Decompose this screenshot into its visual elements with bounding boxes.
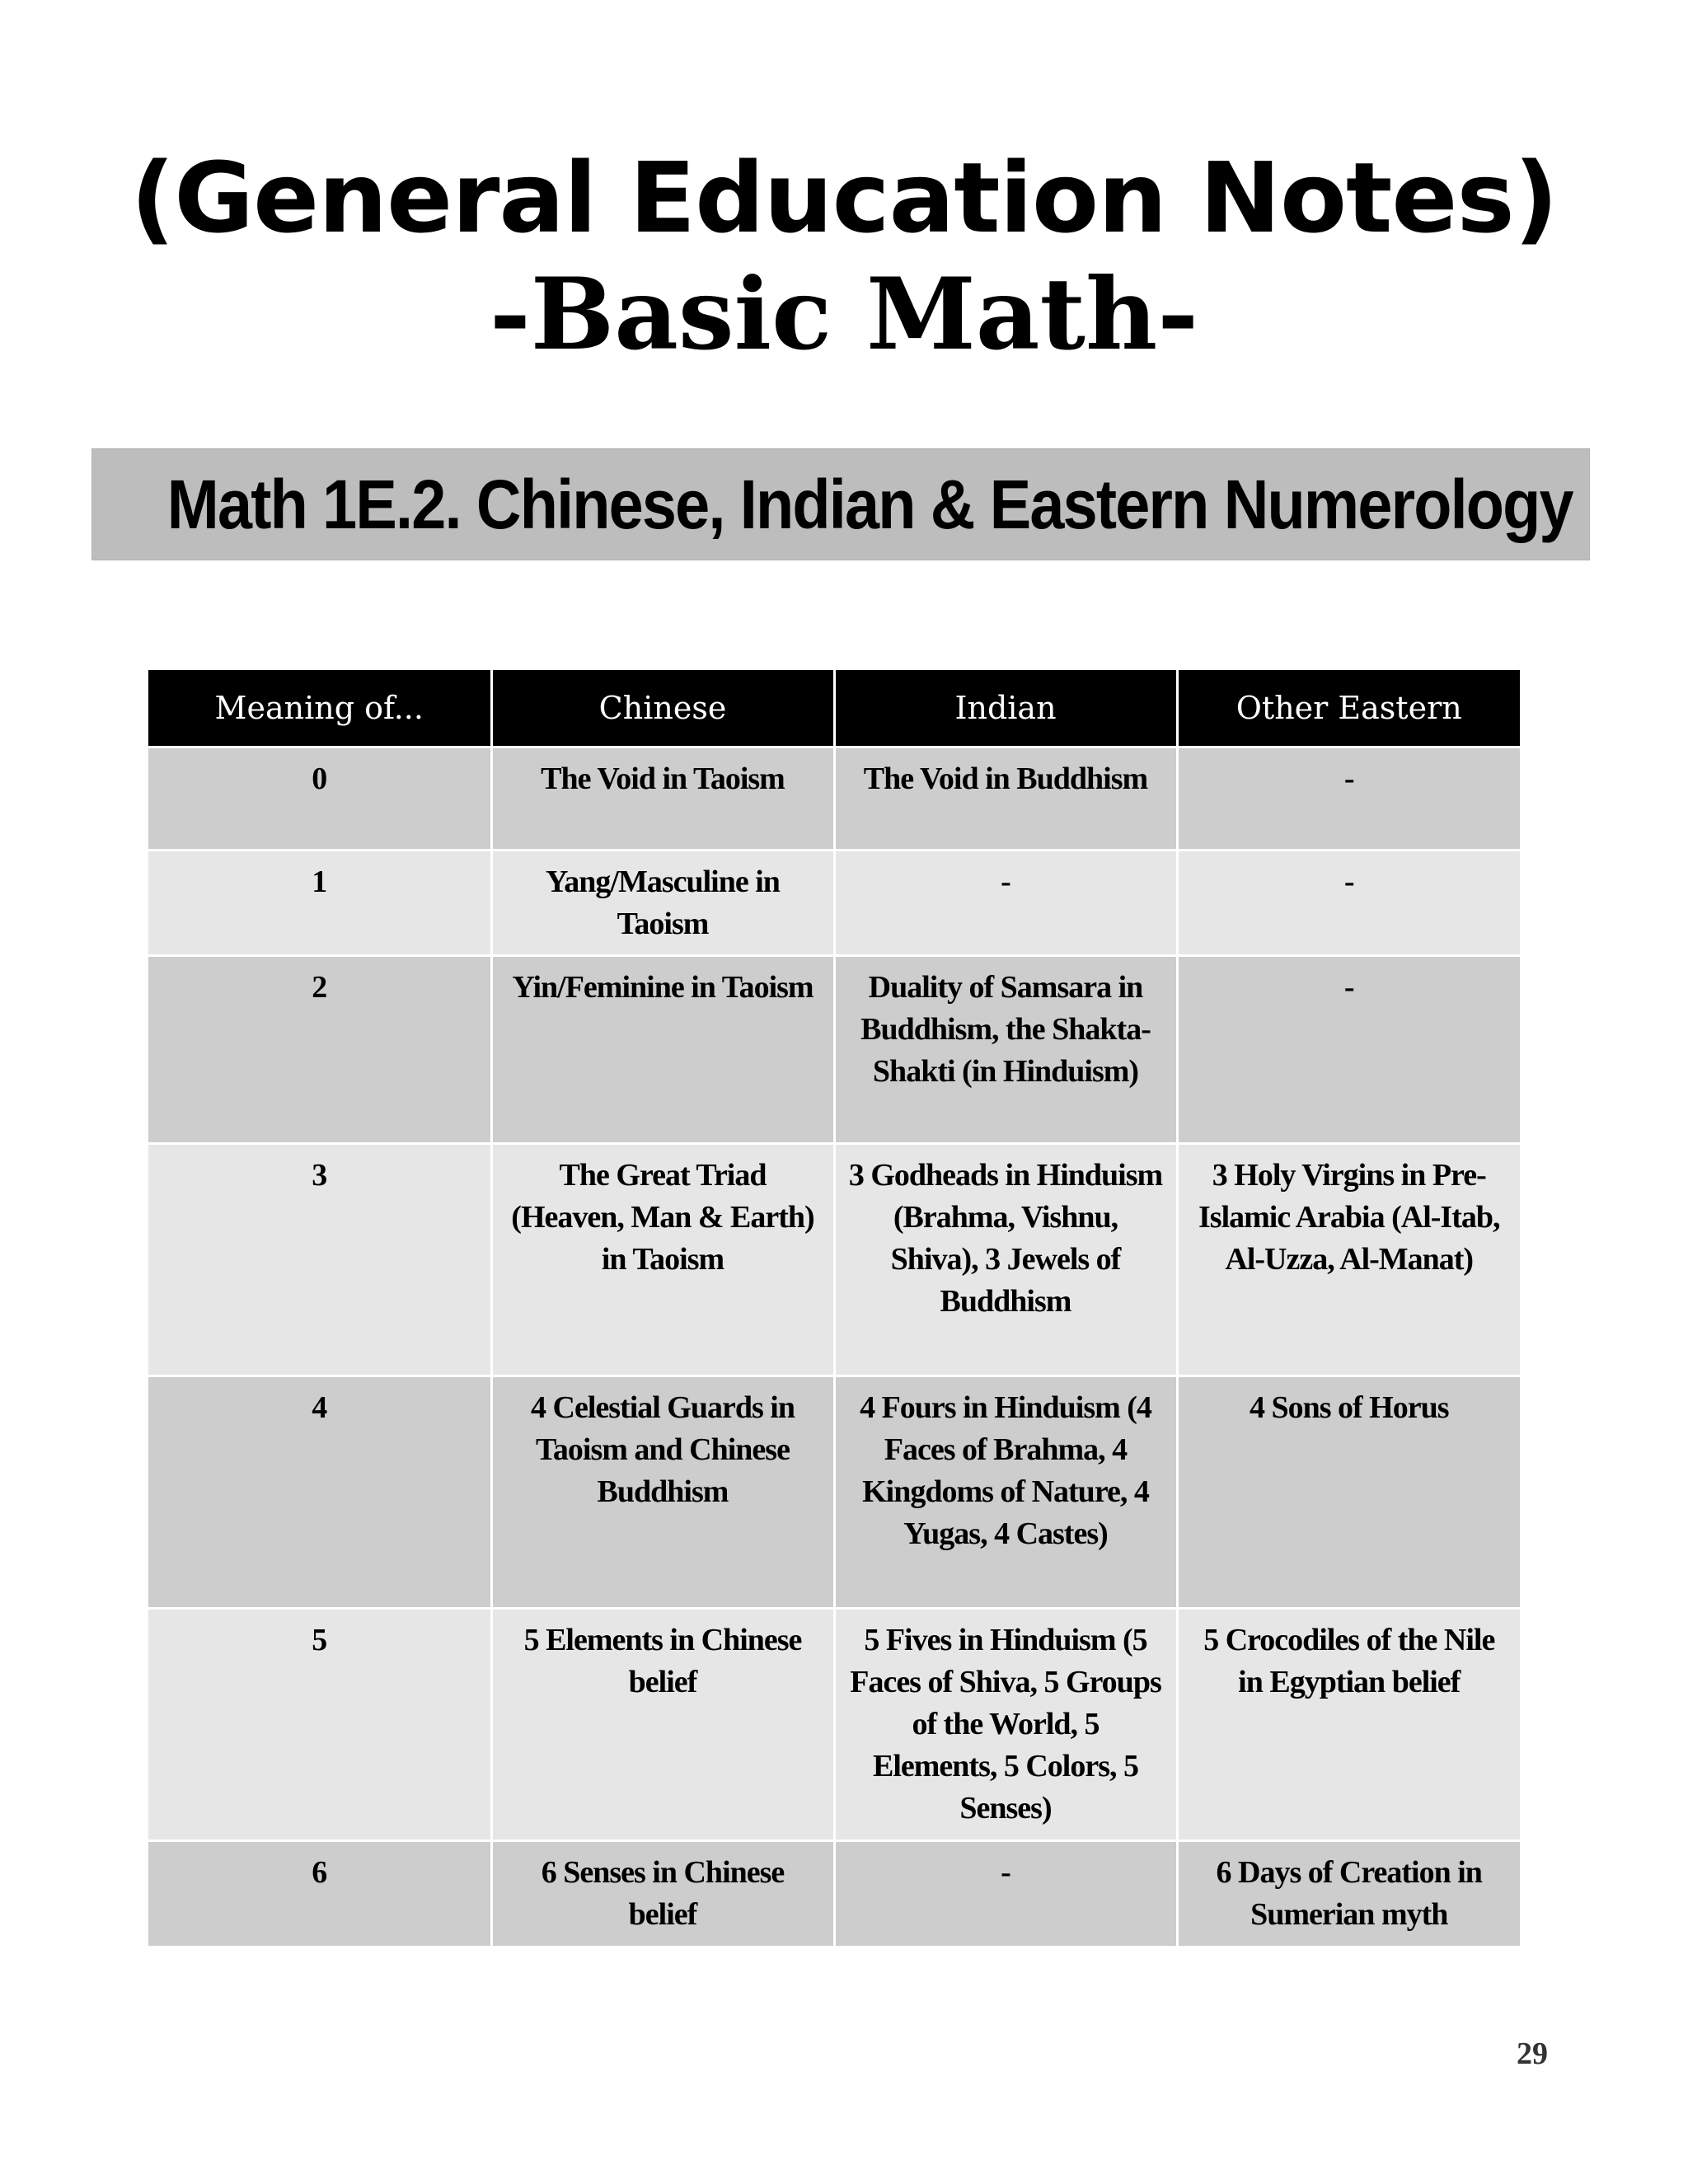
column-header-chinese: Chinese xyxy=(491,670,834,748)
other-eastern-cell: - xyxy=(1177,851,1520,956)
page-number: 29 xyxy=(1517,2036,1548,2071)
indian-cell: - xyxy=(834,1841,1177,1946)
number-cell: 1 xyxy=(148,851,491,956)
indian-cell: Duality of Samsara in Buddhism, the Shakta-Shakti (in Hinduism) xyxy=(834,956,1177,1144)
chinese-cell: Yin/Feminine in Taoism xyxy=(491,956,834,1144)
indian-cell: - xyxy=(834,851,1177,956)
number-cell: 5 xyxy=(148,1609,491,1841)
chinese-cell: 6 Senses in Chinese belief xyxy=(491,1841,834,1946)
column-header-other-eastern: Other Eastern xyxy=(1177,670,1520,748)
chinese-cell: Yang/Masculine in Taoism xyxy=(491,851,834,956)
document-title: (General Education Notes) xyxy=(130,141,1558,255)
other-eastern-cell: 3 Holy Virgins in Pre-Islamic Arabia (Al-Itab, Al-Uzza, Al-Manat) xyxy=(1177,1144,1520,1376)
table-header-row xyxy=(148,670,1520,748)
table-row xyxy=(148,748,1520,851)
number-cell: 6 xyxy=(148,1841,491,1946)
chinese-cell: 5 Elements in Chinese belief xyxy=(491,1609,834,1841)
other-eastern-cell: - xyxy=(1177,748,1520,851)
number-cell: 0 xyxy=(148,748,491,851)
column-header-meaning: Meaning of... xyxy=(148,670,491,748)
indian-cell: The Void in Buddhism xyxy=(834,748,1177,851)
table-row xyxy=(148,1841,1520,1946)
chinese-cell: The Void in Taoism xyxy=(491,748,834,851)
section-heading-bar xyxy=(92,449,1589,560)
chinese-cell: The Great Triad (Heaven, Man & Earth) in Taoism xyxy=(491,1144,834,1376)
chinese-cell: 4 Celestial Guards in Taoism and Chinese Buddhism xyxy=(491,1376,834,1609)
other-eastern-cell: 6 Days of Creation in Sumerian myth xyxy=(1177,1841,1520,1946)
number-cell: 4 xyxy=(148,1376,491,1609)
other-eastern-cell: - xyxy=(1177,956,1520,1144)
section-title: Math 1E.2. Chinese, Indian & Eastern Numerology xyxy=(166,466,1573,543)
numerology-table xyxy=(148,670,1520,1946)
table-row xyxy=(148,956,1520,1144)
indian-cell: 5 Fives in Hinduism (5 Faces of Shiva, 5 Groups of the World, 5 Elements, 5 Colors, 5 Senses) xyxy=(834,1609,1177,1841)
document-subtitle: -Basic Math- xyxy=(489,256,1199,373)
table-row xyxy=(148,851,1520,956)
table-row xyxy=(148,1144,1520,1376)
other-eastern-cell: 5 Crocodiles of the Nile in Egyptian belief xyxy=(1177,1609,1520,1841)
indian-cell: 3 Godheads in Hinduism (Brahma, Vishnu, Shiva), 3 Jewels of Buddhism xyxy=(834,1144,1177,1376)
table-row xyxy=(148,1609,1520,1841)
column-header-indian: Indian xyxy=(834,670,1177,748)
table-row xyxy=(148,1376,1520,1609)
other-eastern-cell: 4 Sons of Horus xyxy=(1177,1376,1520,1609)
indian-cell: 4 Fours in Hinduism (4 Faces of Brahma, 4 Kingdoms of Nature, 4 Yugas, 4 Castes) xyxy=(834,1376,1177,1609)
number-cell: 2 xyxy=(148,956,491,1144)
number-cell: 3 xyxy=(148,1144,491,1376)
